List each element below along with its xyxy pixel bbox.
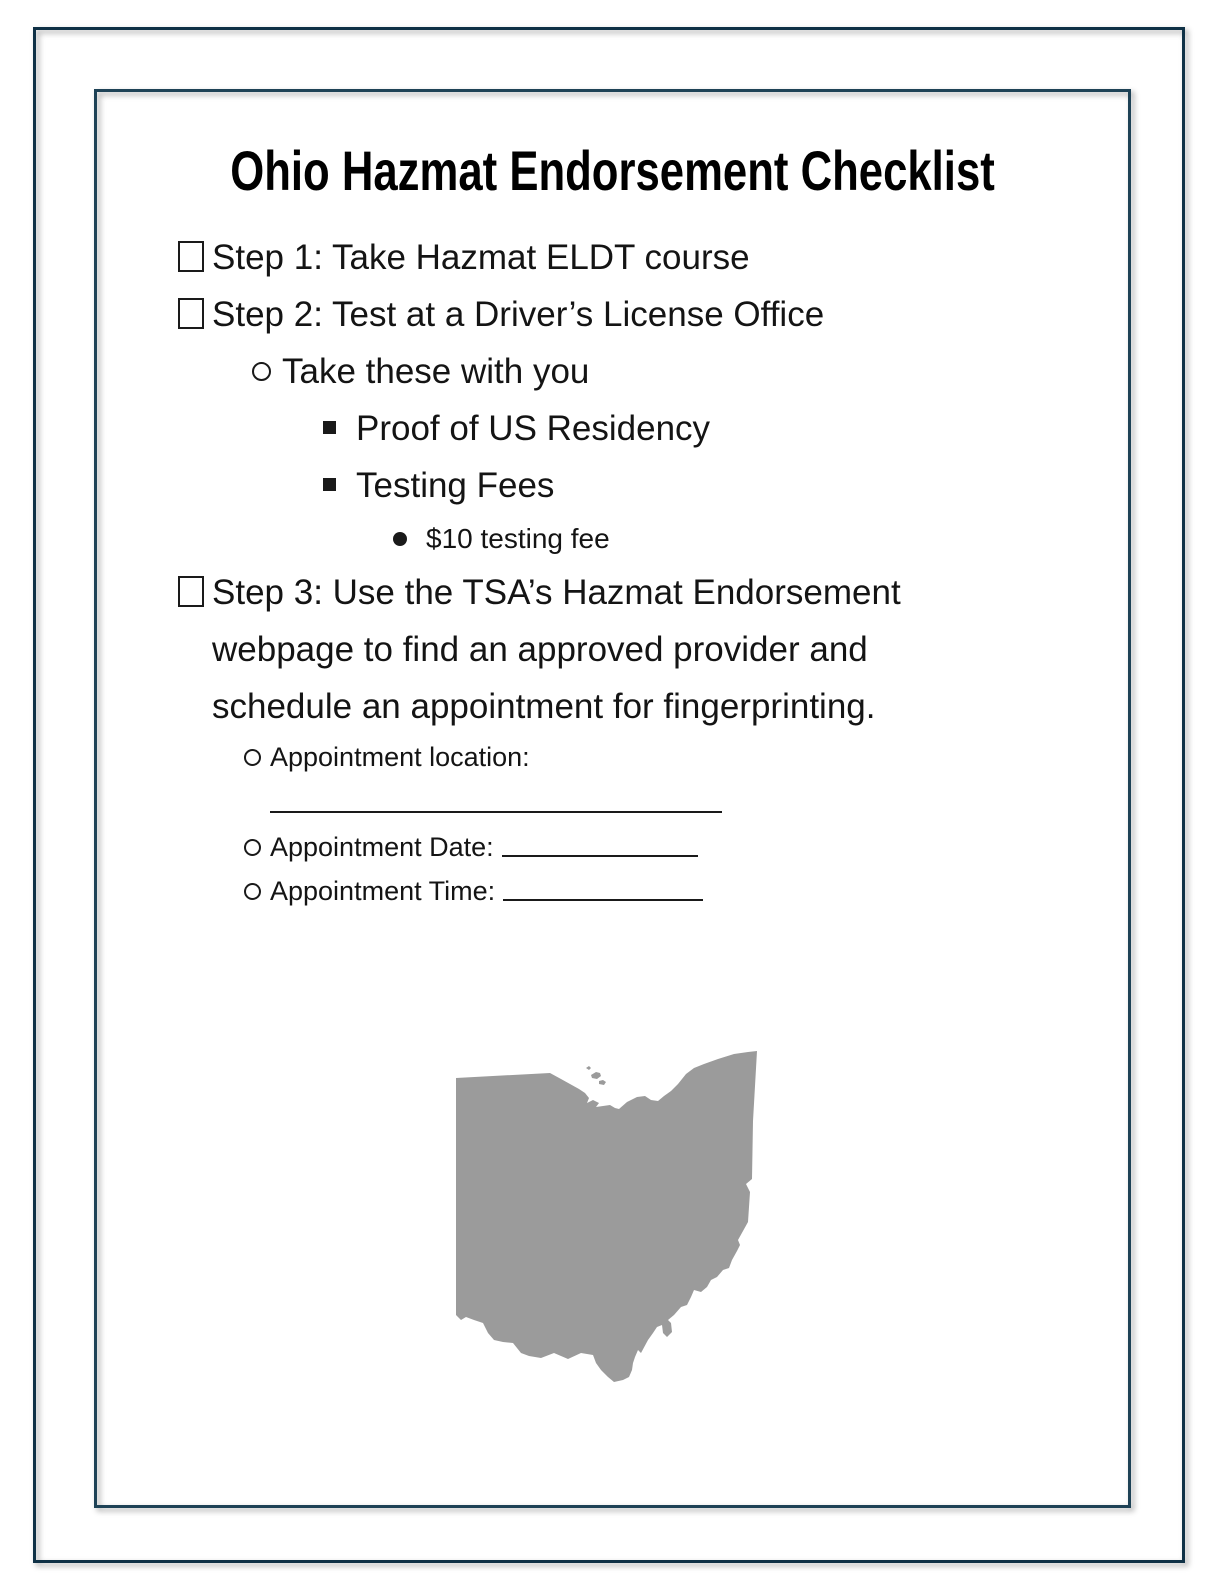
circle-bullet-icon xyxy=(244,749,261,766)
step-1-label: Step 1: Take Hazmat ELDT course xyxy=(212,238,750,277)
take-these-label: Take these with you xyxy=(282,352,590,391)
testing-fees-label: Testing Fees xyxy=(356,466,555,505)
appointment-date-label: Appointment Date: xyxy=(270,832,494,862)
appointment-time-blank[interactable] xyxy=(503,869,703,901)
testing-fees-row xyxy=(178,457,1131,514)
step-2-row xyxy=(178,286,1131,343)
circle-bullet-icon xyxy=(244,839,261,856)
page-title: Ohio Hazmat Endorsement Checklist xyxy=(230,139,995,202)
step-2-label: Step 2: Test at a Driver’s License Office xyxy=(212,295,825,334)
circle-bullet-icon xyxy=(244,883,261,900)
square-bullet-icon xyxy=(323,421,336,434)
appointment-location-blank[interactable] xyxy=(270,811,722,813)
proof-residency-label: Proof of US Residency xyxy=(356,409,711,448)
step-2-checkbox[interactable] xyxy=(178,298,204,329)
step-3-label: Step 3: Use the TSA’s Hazmat Endorsement webpage to find an approved provider and schedule an appointment for fingerprinting. xyxy=(212,573,901,726)
ohio-state-map-image xyxy=(455,1051,757,1383)
take-these-row xyxy=(178,343,1131,400)
appointment-location-row xyxy=(178,735,1131,779)
appointment-time-row xyxy=(178,869,1131,913)
appointment-time-label: Appointment Time: xyxy=(270,876,496,906)
step-1-row xyxy=(178,229,1131,286)
checklist xyxy=(94,229,1131,913)
step-3-row xyxy=(178,564,1131,735)
document-content xyxy=(94,89,1131,913)
circle-bullet-icon xyxy=(252,362,271,381)
fee-note-label: $10 testing fee xyxy=(426,523,610,554)
step-3-checkbox[interactable] xyxy=(178,576,204,607)
square-bullet-icon xyxy=(323,478,336,491)
step-1-checkbox[interactable] xyxy=(178,241,204,272)
proof-residency-row xyxy=(178,400,1131,457)
fee-note-row xyxy=(178,514,1131,564)
appointment-date-blank[interactable] xyxy=(502,825,698,857)
appointment-date-row xyxy=(178,825,1131,869)
appointment-location-label: Appointment location: xyxy=(270,742,530,772)
dot-bullet-icon xyxy=(393,532,407,546)
